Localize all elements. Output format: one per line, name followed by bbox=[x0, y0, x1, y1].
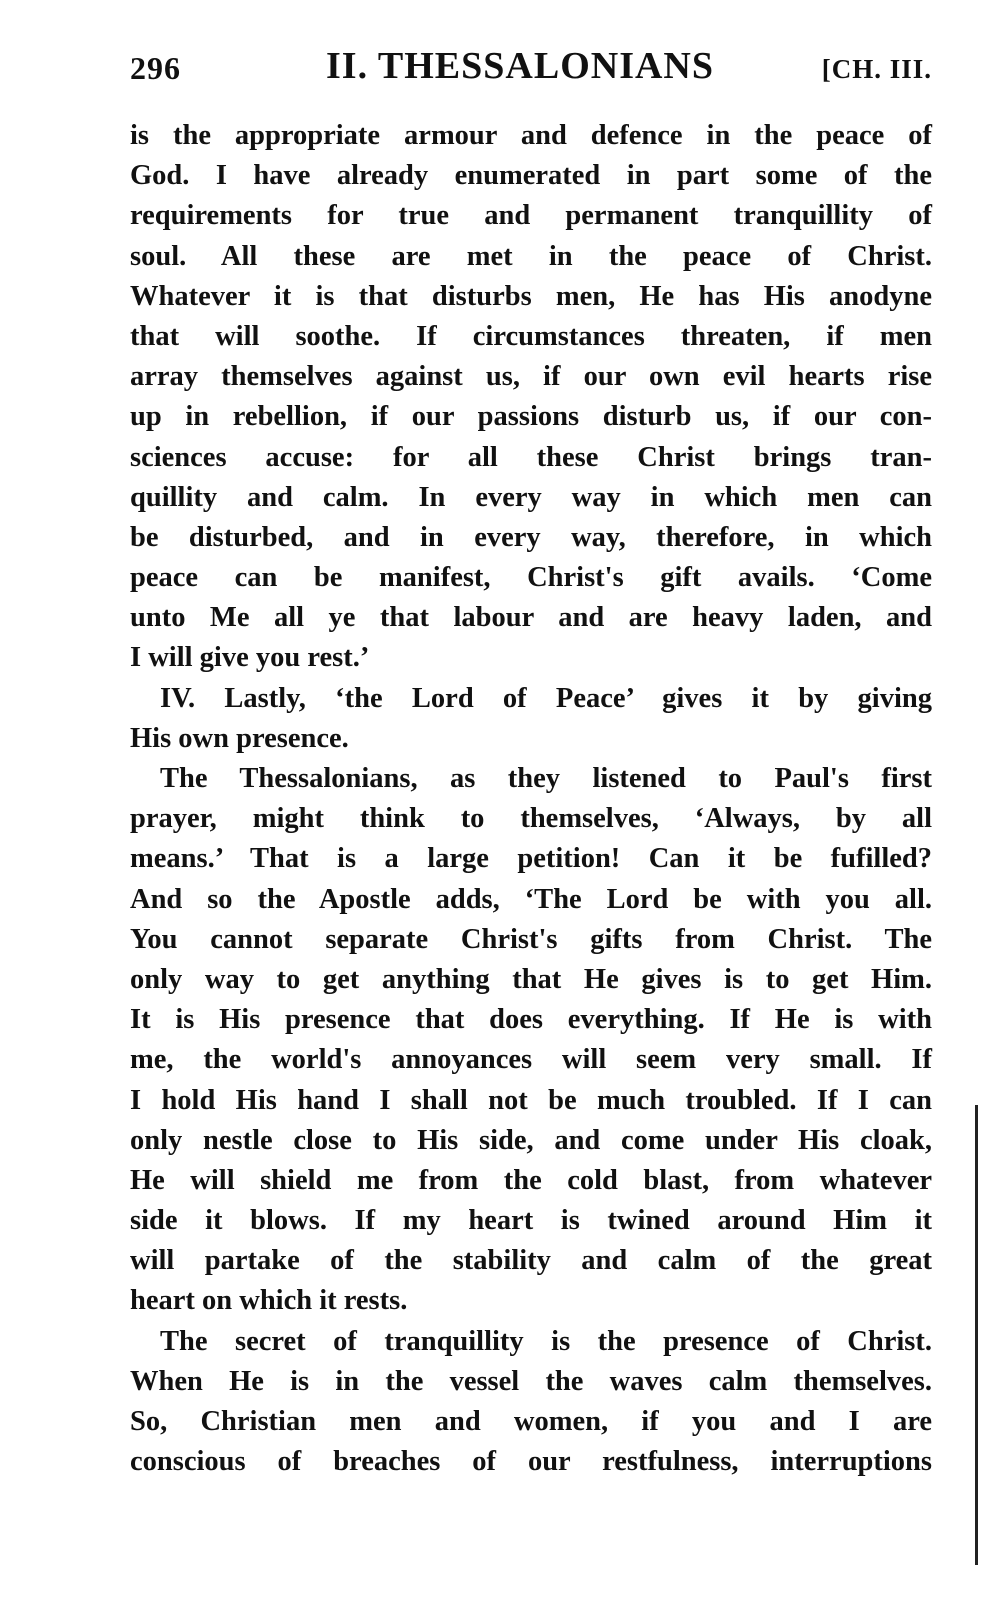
text-line: up in rebellion, if our passions disturb us, if our con- bbox=[130, 401, 932, 433]
margin-rule bbox=[975, 1105, 978, 1565]
text-line: And so the Apostle adds, ‘The Lord be with you all. bbox=[130, 883, 932, 915]
text-line: IV. Lastly, ‘the Lord of Peace’ gives it by giving bbox=[160, 682, 932, 714]
text-line: He will shield me from the cold blast, from whatever bbox=[130, 1164, 932, 1196]
body-text bbox=[130, 116, 932, 1482]
text-line: only way to get anything that He gives is to get Him. bbox=[130, 963, 932, 995]
text-line: prayer, might think to themselves, ‘Always, by all bbox=[130, 803, 932, 835]
text-line: God. I have already enumerated in part some of the bbox=[130, 160, 932, 192]
text-line: will partake of the stability and calm of the great bbox=[130, 1245, 932, 1277]
text-line: Whatever it is that disturbs men, He has His anodyne bbox=[130, 280, 932, 312]
text-line: that will soothe. If circumstances threaten, if men bbox=[130, 320, 932, 352]
text-line: is the appropriate armour and defence in the peace of bbox=[130, 120, 932, 151]
text-line: means.’ That is a large petition! Can it be fufilled? bbox=[130, 843, 932, 875]
text-line: me, the world's annoyances will seem very small. If bbox=[130, 1044, 932, 1076]
text-line: requirements for true and permanent tranquillity of bbox=[130, 200, 932, 232]
text-line: array themselves against us, if our own evil hearts rise bbox=[130, 361, 932, 393]
text-line: side it blows. If my heart is twined around Him it bbox=[130, 1205, 932, 1237]
text-line: sciences accuse: for all these Christ brings tran- bbox=[130, 441, 932, 473]
text-line: peace can be manifest, Christ's gift avails. ‘Come bbox=[130, 562, 932, 594]
text-line: be disturbed, and in every way, therefore, in which bbox=[130, 521, 932, 553]
text-line: soul. All these are met in the peace of Christ. bbox=[130, 240, 932, 272]
page-number: 296 bbox=[130, 50, 181, 86]
text-line: only nestle close to His side, and come under His cloak, bbox=[130, 1124, 932, 1156]
page-header bbox=[130, 44, 932, 94]
text-line: So, Christian men and women, if you and I are bbox=[130, 1406, 932, 1437]
text-line: You cannot separate Christ's gifts from Christ. The bbox=[130, 923, 932, 955]
chapter-reference: [CH. III. bbox=[821, 54, 932, 84]
text-line: I will give you rest.’ bbox=[130, 642, 370, 674]
text-line: It is His presence that does everything. If He is with bbox=[130, 1004, 932, 1036]
text-line: quillity and calm. In every way in which men can bbox=[130, 481, 932, 513]
text-line: When He is in the vessel the waves calm themselves. bbox=[130, 1365, 932, 1397]
text-line: conscious of breaches of our restfulness, interruptions bbox=[130, 1446, 932, 1478]
text-line: His own presence. bbox=[130, 722, 349, 754]
text-line: I hold His hand I shall not be much troubled. If I can bbox=[130, 1084, 932, 1116]
running-title: II. THESSALONIANS bbox=[326, 45, 715, 87]
text-line: heart on which it rests. bbox=[130, 1285, 408, 1317]
text-line: The Thessalonians, as they listened to Paul's first bbox=[160, 763, 932, 794]
text-line: unto Me all ye that labour and are heavy laden, and bbox=[130, 602, 932, 634]
text-line: The secret of tranquillity is the presence of Christ. bbox=[160, 1325, 932, 1357]
